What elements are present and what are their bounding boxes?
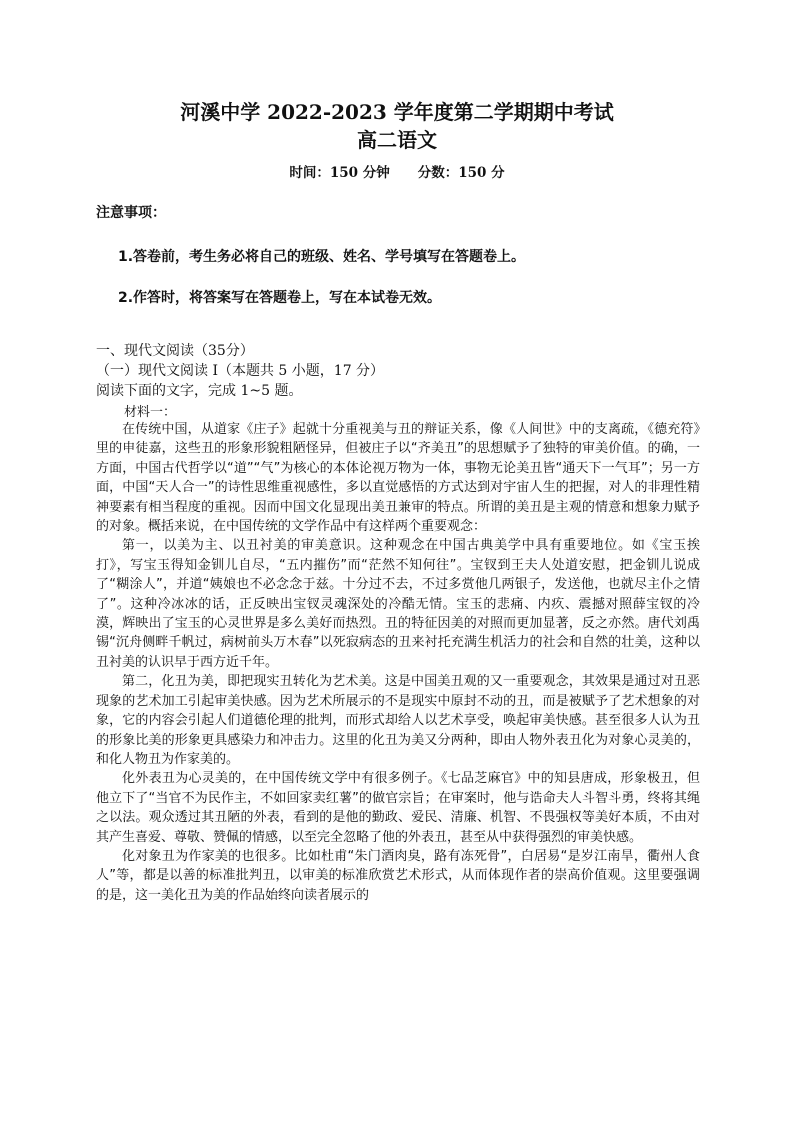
passage-paragraph-3: 第二，化丑为美，即把现实丑转化为艺术美。这是中国美丑观的又一重要观念，其效果是通过对丑恶现象的艺术加工引起审美快感。因为艺术所展示的不是现实中原封不动的丑，而是被赋予了艺术想象的对象，它的内容会引起人们道德伦理的批判，而形式却给人以艺术享受，唤起审美快感。甚至很多人认为丑的形象比美的形象更具感染力和冲击力。这里的化丑为美又分两种，即由人物外表丑化为对象心灵美的，和化人物丑为作家美的。 [96,674,700,767]
notice-item-2: 2.作答时，将答案写在答题卷上，写在本试卷无效。 [118,290,442,306]
passage-paragraph-5: 化对象丑为作家美的也很多。比如杜甫“朱门酒肉臭，路有冻死骨”，白居易“是岁江南旱，衢州人食人”等，都是以善的标准批判丑，以审美的标准欣赏艺术形式，从而体现作者的崇高价值观。这里要强调的是，这一美化丑为美的作品始终向读者展示的 [96,848,700,903]
passage-paragraph-1: 在传统中国，从道家《庄子》起就十分重视美与丑的辩证关系，像《人间世》中的支离疏，《德充符》里的申徒嘉，这些丑的形象形貌粗陋怪异，但被庄子以“齐美丑”的思想赋予了独特的审美价值。的确，一方面，中国古代哲学以“道”“气”为核心的本体论视万物为一体，事物无论美丑皆“通天下一气耳”；另一方面，中国“天人合一”的诗性思维重视感性，多以直觉感悟的方式达到对宇宙人生的把握，对人的非理性精神要素有相当程度的重视。因而中国文化显现出美丑兼审的特点。所谓的美丑是主观的情意和想象力赋予的对象。概括来说，在中国传统的文学作品中有这样两个重要观念： [96,422,700,535]
notice-heading: 注意事项： [96,205,166,221]
exam-score: 分数：150 分 [417,165,505,181]
reading-instruction: 阅读下面的文字，完成 1~5 题。 [96,383,303,399]
exam-meta [0,161,794,181]
subsection-title: （一）现代文阅读 I（本题共 5 小题，17 分） [96,363,385,379]
exam-time: 时间：150 分钟 [289,165,390,181]
passage-paragraph-2: 第一，以美为主、以丑衬美的审美意识。这种观念在中国古典美学中具有重要地位。如《宝玉挨打》，写宝玉得知金钏儿自尽，“五内摧伤”而“茫然不知何往”。宝钗到王夫人处道安慰，把金钏儿说成了“糊涂人”，并道“姨娘也不必念念于兹。十分过不去，不过多赏他几两银子，发送他，也就尽主仆之情了”。这种冷冰冰的话，正反映出宝钗灵魂深处的冷酷无情。宝玉的悲痛、内疚、震撼对照薛宝钗的冷漠，辉映出了宝玉的心灵世界是多么美好而热烈。丑的特征因美的对照而更加显著，反之亦然。唐代刘禹锡“沉舟侧畔千帆过，病树前头万木春”以死寂病态的丑来衬托充满生机活力的社会和自然的壮美，这种以丑衬美的认识早于西方近千年。 [96,538,700,670]
passage-paragraph-4: 化外表丑为心灵美的，在中国传统文学中有很多例子。《七品芝麻官》中的知县唐成，形象极丑，但他立下了“当官不为民作主，不如回家卖红薯”的做官宗旨；在审案时，他与诰命夫人斗智斗勇，终将其绳之以法。观众透过其丑陋的外表，看到的是他的勤政、爱民、清廉、机智、不畏强权等美好本质，不由对其产生喜爱、尊敬、赞佩的情感，以至完全忽略了他的外表丑，甚至从中获得强烈的审美快感。 [96,771,700,845]
material-label: 材料一： [124,405,177,420]
exam-subject: 高二语文 [357,128,437,152]
notice-item-1: 1.答卷前，考生务必将自己的班级、姓名、学号填写在答题卷上。 [118,249,526,265]
section-title: 一、现代文阅读（35分） [96,343,254,359]
reading-passage [96,420,700,905]
exam-title: 河溪中学 2022-2023 学年度第二学期期中考试 [180,100,614,124]
